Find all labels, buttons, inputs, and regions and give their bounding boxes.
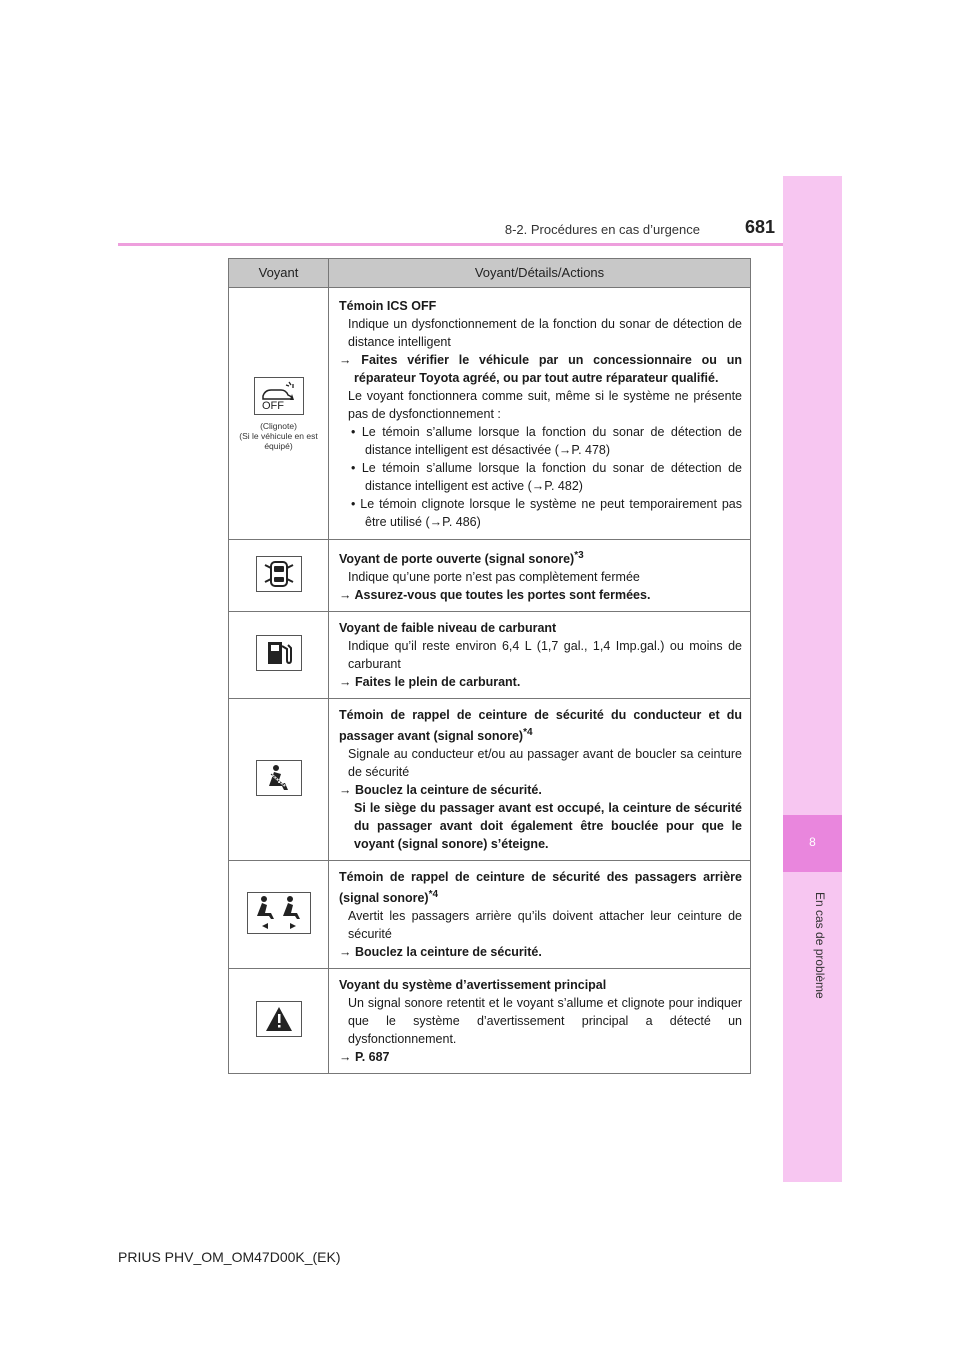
warning-title: Témoin ICS OFF — [339, 298, 437, 313]
warning-description: Indique qu’il reste environ 6,4 L (1,7 gal., 1,4 Imp.gal.) ou moins de carburant — [348, 639, 742, 672]
warning-action-extra: Si le siège du passager avant est occupé, la ceinture de sécurité du passager avant doit également être bouclée pour que le voyant (signal sonore) s’éteigne. — [354, 801, 742, 852]
table-row — [229, 699, 751, 861]
icon-cell — [229, 861, 329, 969]
column-header-actions: Voyant/Détails/Actions — [329, 259, 751, 288]
door-open-icon — [256, 556, 302, 592]
warning-action: → Bouclez la ceinture de sécurité. — [339, 945, 542, 960]
footnote-ref: *4 — [523, 727, 533, 739]
table-row — [229, 861, 751, 969]
column-header-voyant: Voyant — [229, 259, 329, 288]
warning-title: Voyant de faible niveau de carburant — [339, 621, 557, 636]
warning-action: → Bouclez la ceinture de sécurité. — [339, 783, 542, 798]
table-row — [229, 540, 751, 612]
warning-bullet: • Le témoin s’allume lorsque la fonction du sonar de détection de distance intelligent est active (→P. 482) — [351, 460, 742, 493]
header-rule — [118, 243, 783, 246]
warning-description: Indique qu’une porte n’est pas complètement fermée — [348, 570, 640, 585]
description-cell — [329, 699, 751, 861]
seatbelt-rear-icon — [247, 892, 311, 934]
fuel-pump-icon — [256, 635, 302, 671]
footnote-ref: *3 — [574, 550, 584, 561]
chapter-title: En cas de problème — [813, 891, 827, 999]
warning-extra: Le voyant fonctionnera comme suit, même si le système ne présente pas de dysfonctionnement : — [348, 388, 742, 421]
page-number: 681 — [744, 217, 775, 237]
warning-action: → Faites le plein de carburant. — [339, 675, 521, 690]
warning-title-line — [339, 547, 742, 568]
seatbelt-front-icon — [256, 760, 302, 796]
warning-title-line — [339, 868, 742, 907]
warning-bullet: • Le témoin s’allume lorsque la fonction du sonar de détection de distance intelligent est désactivée (→P. 478) — [351, 424, 742, 457]
warning-title: Voyant du système d’avertissement principal — [339, 978, 607, 993]
svg-text:OFF: OFF — [261, 399, 284, 412]
table-row — [229, 612, 751, 699]
description-cell — [329, 288, 751, 540]
description-cell — [329, 540, 751, 612]
icon-cell — [229, 612, 329, 699]
warning-title: Voyant de porte ouverte (signal sonore) — [339, 552, 575, 567]
warning-bullet: • Le témoin clignote lorsque le système ne peut temporairement pas être utilisé (→P. 486) — [351, 496, 742, 529]
table-row — [229, 969, 751, 1074]
warning-description: Un signal sonore retentit et le voyant s’allume et clignote pour indiquer que le système d’avertissement principal a détecté un dysfonctionnement. — [348, 996, 742, 1047]
description-cell — [329, 969, 751, 1074]
section-title: 8-2. Procédures en cas d’urgence — [504, 222, 700, 237]
icon-cell — [229, 699, 329, 861]
chapter-side-tab — [783, 176, 842, 1182]
icon-cell — [229, 288, 329, 540]
table-row — [229, 288, 751, 540]
warning-description: Avertit les passagers arrière qu’ils doivent attacher leur ceinture de sécurité — [348, 909, 742, 942]
description-cell — [329, 612, 751, 699]
warning-description: Indique un dysfonctionnement de la fonction du sonar de détection de distance intelligent — [348, 316, 742, 349]
warning-title: Témoin de rappel de ceinture de sécurité du conducteur et du passager avant (signal sonore) — [339, 708, 742, 744]
ics-off-icon — [254, 377, 304, 415]
document-code: PRIUS PHV_OM_OM47D00K_(EK) — [118, 1249, 341, 1265]
icon-cell — [229, 969, 329, 1074]
master-warning-icon — [256, 1001, 302, 1037]
table-header-row — [229, 259, 751, 288]
description-cell — [329, 861, 751, 969]
warning-action: → Faites vérifier le véhicule par un concessionnaire ou un réparateur Toyota agréé, ou par tout autre réparateur qualifié. — [339, 352, 742, 385]
warning-action: → Assurez-vous que toutes les portes sont fermées. — [339, 588, 651, 603]
warning-description: Signale au conducteur et/ou au passager avant de boucler sa ceinture de sécurité — [348, 747, 742, 780]
icon-note-blink: (Clignote) — [260, 420, 297, 431]
warning-title: Témoin de rappel de ceinture de sécurité des passagers arrière (signal sonore) — [339, 870, 742, 906]
icon-note-equipped: (Si le véhicule en est équipé) — [239, 430, 318, 451]
footnote-ref: *4 — [428, 889, 439, 901]
chapter-number: 8 — [809, 835, 816, 849]
warning-title-line — [339, 706, 742, 745]
warning-action: → P. 687 — [339, 1050, 390, 1065]
warning-lights-table — [228, 258, 751, 1074]
icon-cell — [229, 540, 329, 612]
